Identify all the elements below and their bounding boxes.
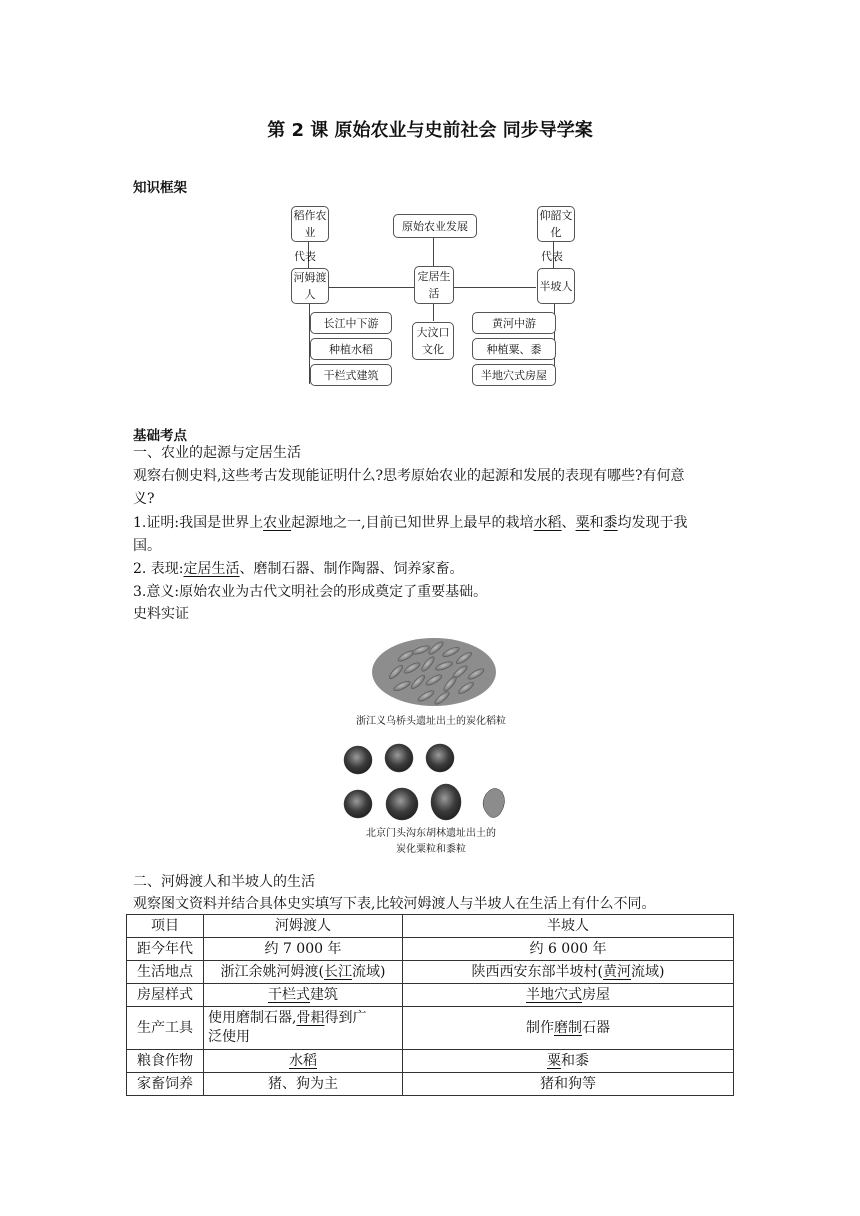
banpo-cell xyxy=(403,1007,734,1050)
item-label: 长江中下游 xyxy=(323,316,379,330)
node-yangshao-culture xyxy=(537,206,575,242)
left-item-2 xyxy=(310,364,392,386)
cell-blank: 粟 xyxy=(547,1052,561,1069)
hemudu-cell: 约 7 000 年 xyxy=(204,938,403,961)
row-label: 房屋样式 xyxy=(127,984,204,1007)
table-row xyxy=(127,961,734,984)
item-label: 黄河中游 xyxy=(492,316,536,330)
node-rice-farming xyxy=(291,206,329,242)
cell-blank: 水稻 xyxy=(289,1052,317,1069)
cell-blank: 干栏式 xyxy=(268,986,310,1003)
right-item-1 xyxy=(472,338,556,360)
table-row xyxy=(127,984,734,1007)
cell-blank: 骨耜 xyxy=(296,1010,325,1026)
connector-line xyxy=(433,237,434,267)
millet-seed xyxy=(431,784,461,820)
cell-text: 制作 xyxy=(526,1019,554,1036)
table-row xyxy=(127,1073,734,1096)
table-row xyxy=(127,1050,734,1073)
cell-text: 房屋 xyxy=(582,986,610,1003)
cell-text: 建筑 xyxy=(310,986,338,1003)
item-label: 种植水稻 xyxy=(329,342,373,356)
node-label: 定居生活 xyxy=(417,270,451,300)
item-label: 半地穴式房屋 xyxy=(481,368,547,382)
answer-text: 、磨制石器、制作陶器、饲养家畜。 xyxy=(239,561,464,577)
banpo-cell: 约 6 000 年 xyxy=(403,938,734,961)
answer1-line2: 国。 xyxy=(133,538,161,554)
broomcorn-seed xyxy=(483,788,505,817)
question1-line2: 义? xyxy=(133,491,155,507)
cell-text: 使用磨制石器, xyxy=(208,1010,297,1026)
hemudu-cell xyxy=(204,1007,403,1050)
right-item-2 xyxy=(472,364,556,386)
framework-heading: 知识框架 xyxy=(133,180,187,196)
photo-caption-millet-2: 炭化粟粒和黍粒 xyxy=(396,844,466,855)
question1-line1: 观察右侧史料,这些考古发现能证明什么?思考原始农业的起源和发展的表现有哪些?有何意 xyxy=(133,468,685,484)
node-hemudu-people xyxy=(291,268,329,304)
table-header-cell: 半坡人 xyxy=(403,915,734,938)
knowledge-framework-diagram xyxy=(280,202,580,392)
node-banpo-people xyxy=(537,268,575,304)
row-label: 生产工具 xyxy=(127,1007,204,1050)
answer2 xyxy=(133,559,733,579)
left-item-1 xyxy=(310,338,392,360)
banpo-cell xyxy=(403,961,734,984)
cell-text: 得到广 xyxy=(324,1010,367,1026)
table-header-cell: 项目 xyxy=(127,915,204,938)
answer-blank: 水稻 xyxy=(533,515,562,531)
answer-blank: 粟 xyxy=(575,515,590,531)
answer1-line1 xyxy=(133,513,733,533)
cell-text: 陕西西安东部半坡村( xyxy=(471,963,603,980)
evidence-heading: 史料实证 xyxy=(133,606,189,622)
answer-text: 1.证明:我国是世界上 xyxy=(133,515,264,531)
right-item-0 xyxy=(472,312,556,334)
millet-seed xyxy=(344,790,372,818)
node-label: 大汶口文化 xyxy=(416,326,450,356)
table-header-cell: 河姆渡人 xyxy=(204,915,403,938)
left-item-0 xyxy=(310,312,392,334)
cell-text: 和黍 xyxy=(561,1052,589,1069)
cell-text: 石器 xyxy=(582,1019,610,1036)
banpo-cell: 猪和狗等 xyxy=(403,1073,734,1096)
answer-text: 均发现于我 xyxy=(617,515,688,531)
answer-text: 和 xyxy=(589,515,604,531)
hemudu-cell xyxy=(204,961,403,984)
answer-text: 2. 表现: xyxy=(133,561,184,577)
answer-blank: 定居生活 xyxy=(183,561,240,577)
page-title: 第 2 课 原始农业与史前社会 同步导学案 xyxy=(267,120,593,141)
section2-heading: 二、河姆渡人和半坡人的生活 xyxy=(133,874,315,890)
item-label: 种植粟、黍 xyxy=(486,342,542,356)
question2: 观察图文资料并结合具体史实填写下表,比较河姆渡人与半坡人在生活上有什么不同。 xyxy=(133,896,656,912)
basics-heading: 基础考点 xyxy=(133,428,187,444)
answer3: 3.意义:原始农业为古代文明社会的形成奠定了重要基础。 xyxy=(133,584,488,600)
label-representative-right: 代表 xyxy=(541,250,563,263)
node-label: 仰韶文化 xyxy=(539,209,573,239)
cell-text: 流域) xyxy=(631,963,665,980)
answer-blank: 黍 xyxy=(603,515,618,531)
photo-caption-rice: 浙江义乌桥头遗址出土的炭化稻粒 xyxy=(356,716,506,727)
cell-blank: 半地穴式 xyxy=(526,986,582,1003)
cell-blank: 黄河 xyxy=(603,963,631,980)
millet-seed xyxy=(344,746,372,774)
comparison-table xyxy=(126,914,734,1096)
answer-text: 、 xyxy=(561,515,576,531)
cell-text: 流域) xyxy=(352,963,386,980)
photo-caption-millet-1: 北京门头沟东胡林遗址出土的 xyxy=(366,828,496,839)
hemudu-cell xyxy=(204,984,403,1007)
node-label: 半坡人 xyxy=(539,279,573,293)
node-settled-life xyxy=(414,266,454,304)
banpo-cell xyxy=(403,1050,734,1073)
row-label: 粮食作物 xyxy=(127,1050,204,1073)
banpo-cell xyxy=(403,984,734,1007)
millet-seed xyxy=(385,744,413,772)
node-primitive-agriculture xyxy=(393,214,477,238)
row-label: 家畜饲养 xyxy=(127,1073,204,1096)
node-label: 原始农业发展 xyxy=(402,219,468,233)
table-row xyxy=(127,938,734,961)
hemudu-cell: 猪、狗为主 xyxy=(204,1073,403,1096)
answer-blank: 农业 xyxy=(263,515,292,531)
label-representative-left: 代表 xyxy=(294,250,316,263)
millet-seed xyxy=(426,744,454,772)
archaeology-photos xyxy=(336,626,526,862)
answer-text: 起源地之一,目前已知世界上最早的栽培 xyxy=(291,515,534,531)
node-label: 稻作农业 xyxy=(293,209,327,239)
connector-line xyxy=(433,303,434,321)
millet-seed xyxy=(386,788,418,820)
row-label: 生活地点 xyxy=(127,961,204,984)
table-header-row xyxy=(127,915,734,938)
cell-text: 泛使用 xyxy=(208,1029,250,1045)
cell-text: 浙江余姚河姆渡( xyxy=(220,963,324,980)
hemudu-cell xyxy=(204,1050,403,1073)
node-label: 河姆渡人 xyxy=(293,271,327,301)
node-dawenkou-culture xyxy=(412,322,454,360)
section1-heading: 一、农业的起源与定居生活 xyxy=(133,445,301,461)
table-row xyxy=(127,1007,734,1050)
row-label: 距今年代 xyxy=(127,938,204,961)
item-label: 干栏式建筑 xyxy=(323,368,379,382)
cell-blank: 长江 xyxy=(324,963,352,980)
cell-blank: 磨制 xyxy=(554,1019,582,1036)
